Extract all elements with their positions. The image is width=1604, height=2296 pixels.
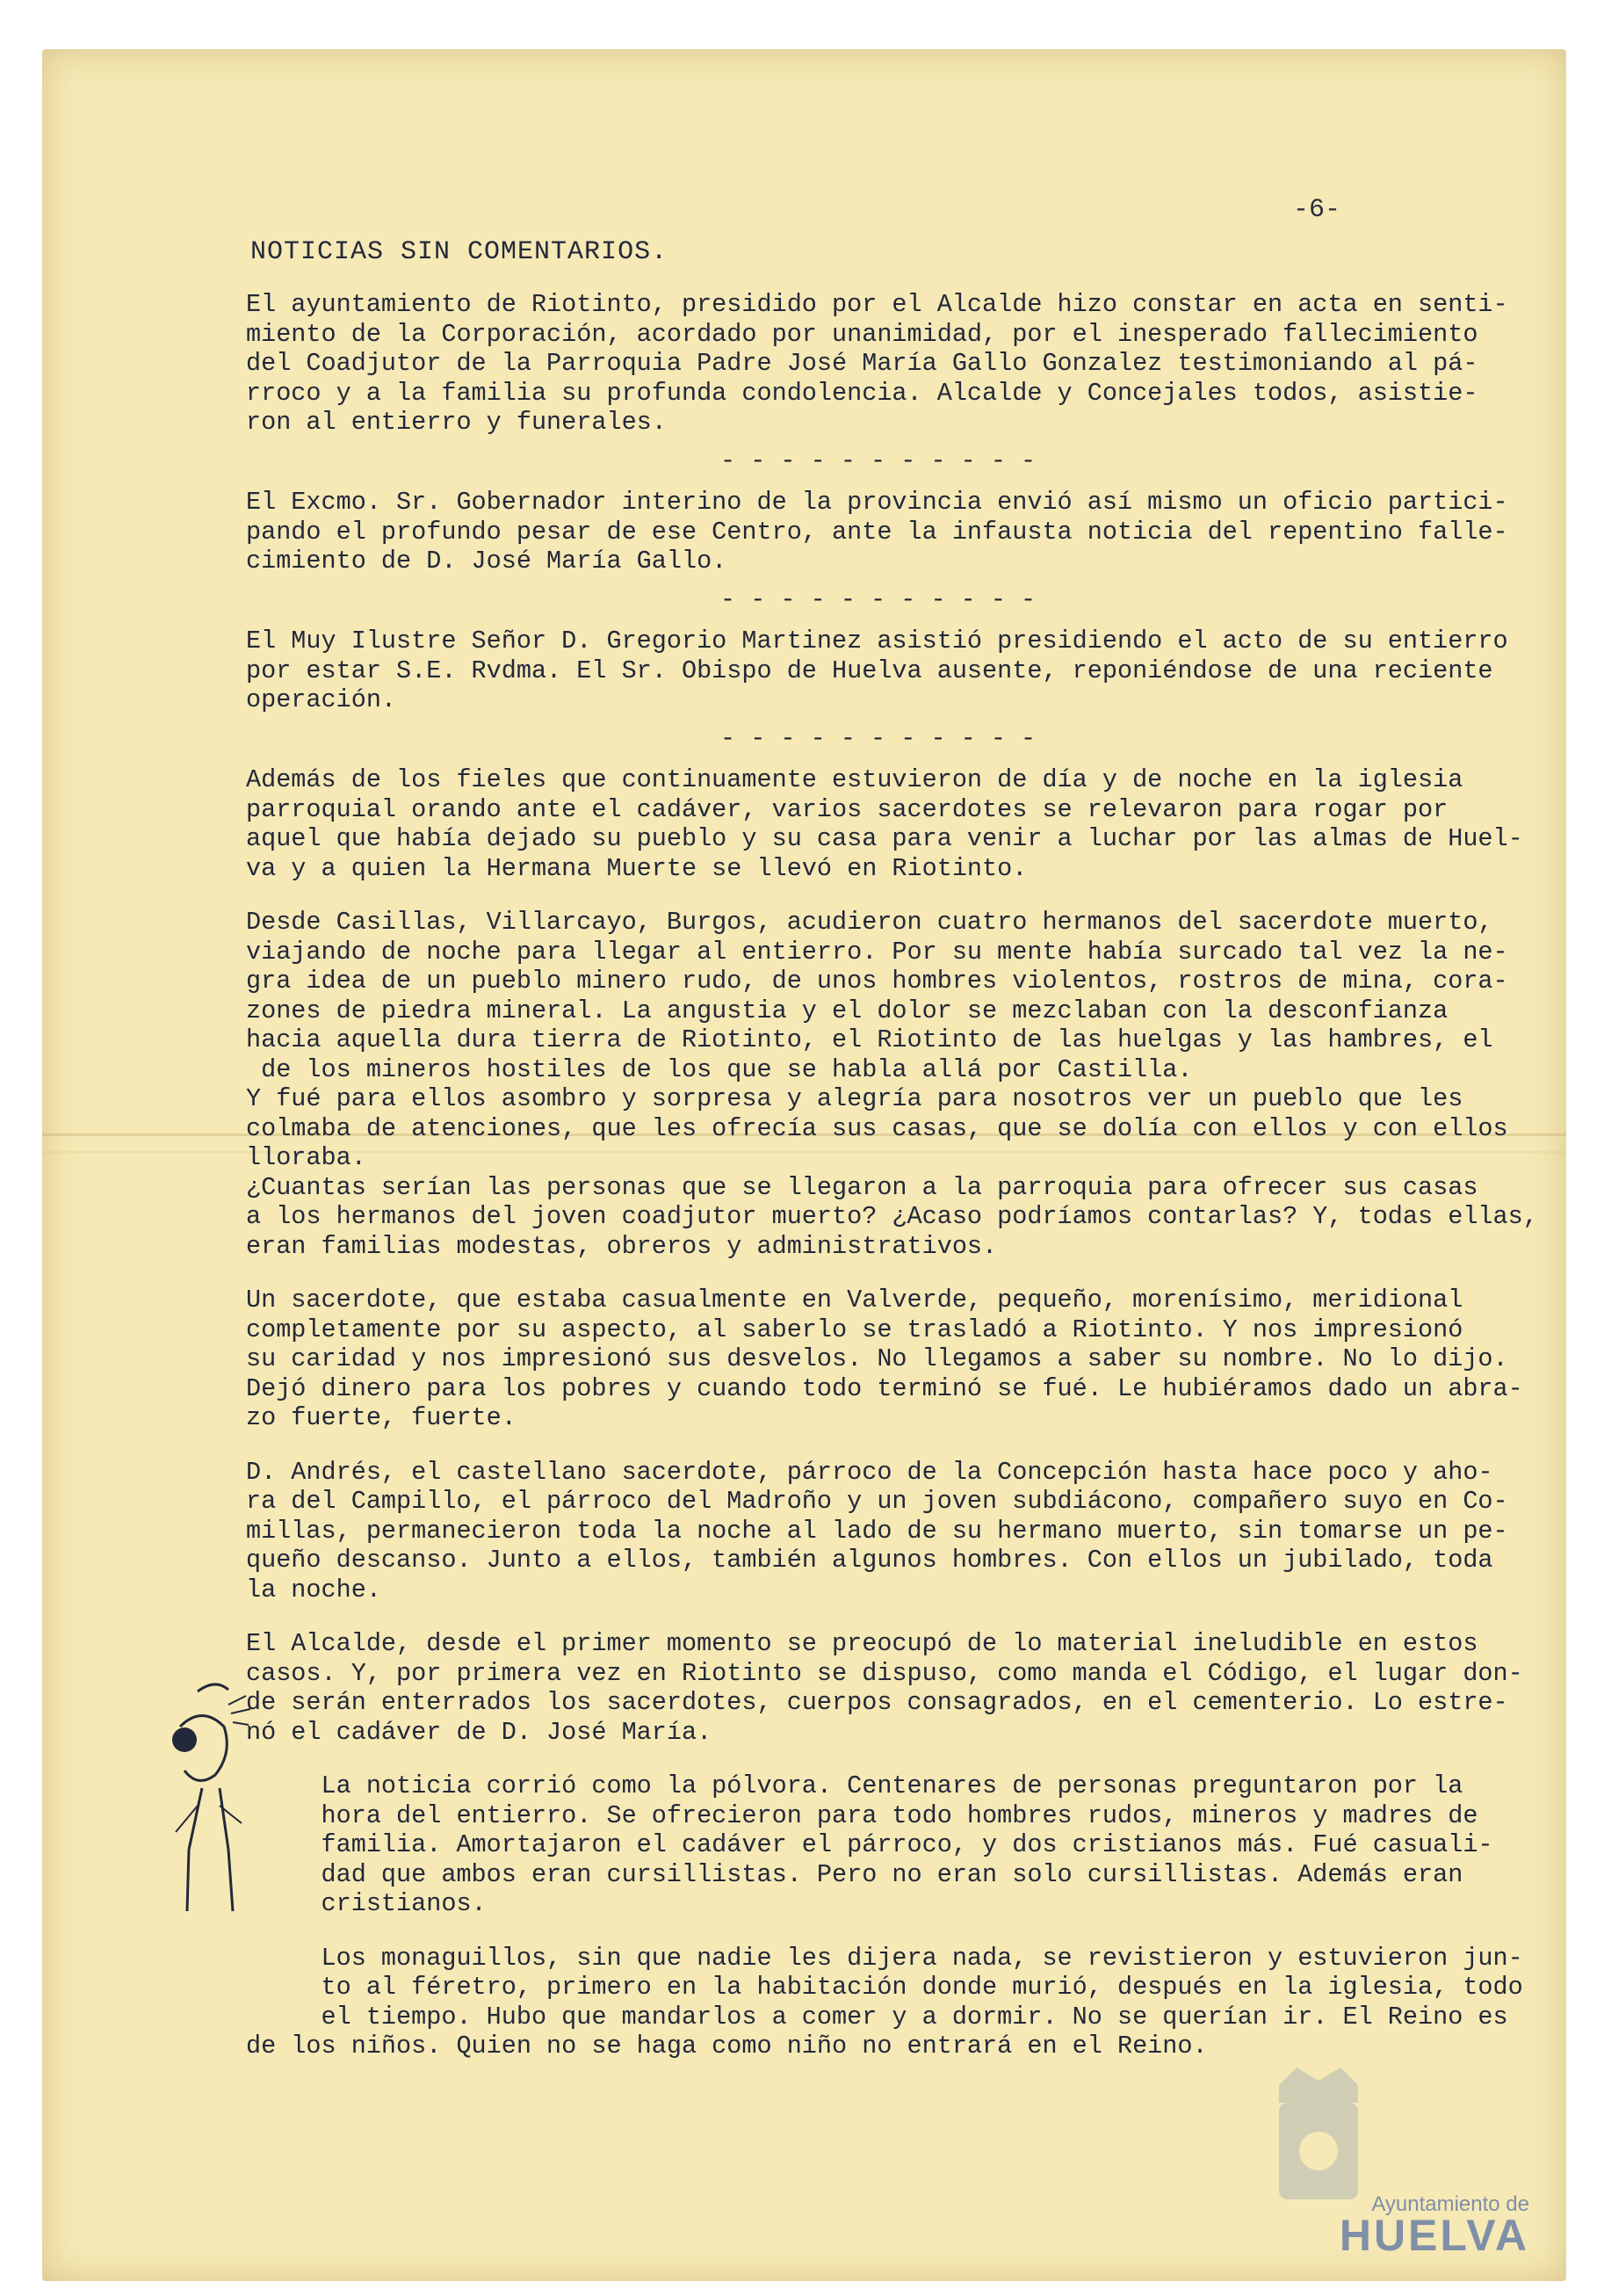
separator: - - - - - - - - - - - bbox=[720, 584, 1037, 614]
paragraph-noticia: La noticia corrió como la pólvora. Centenares de personas preguntaron por la hora del entierro. Se ofrecieron para todo hombres rudos, mineros y madres de familia. Amortajaron el cadáver el párroco, y dos cristianos más. Fué casuali- dad que ambos eran cursillistas. Pero no eran solo cursillistas. Además eran cristianos. bbox=[246, 1771, 1493, 1918]
paragraph-gobernador: El Excmo. Sr. Gobernador interino de la provincia envió así mismo un oficio partici- pando el profundo pesar de ese Centro, ante la infausta noticia del repentino falle- cimiento de D. José María Gallo. bbox=[246, 488, 1508, 576]
paragraph-sacerdote: Un sacerdote, que estaba casualmente en Valverde, pequeño, morenísimo, meridional completamente por su aspecto, al saberlo se trasladó a Riotinto. Y nos impresionó su caridad y nos impresionó sus desvelos. No llegamos a saber su nombre. No lo dijo. Dejó dinero para los pobres y cuando todo terminó se fué. Le hubiéramos dado un abra- zo fuerte, fuerte. bbox=[246, 1286, 1523, 1432]
paragraph-gregorio: El Muy Ilustre Señor D. Gregorio Martinez asistió presidiendo el acto de su entierro por estar S.E. Rvdma. El Sr. Obispo de Huelva ausente, reponiéndose de una reciente operación. bbox=[246, 627, 1508, 714]
paragraph-ayuntamiento: El ayuntamiento de Riotinto, presidido por el Alcalde hizo constar en acta en senti- miento de la Corporación, acordado por unanimidad, por el inesperado fallecimiento del Coadjutor de la Parroquia Padre José María Gallo Gonzalez testimoniando al pá- rroco y a la familia su profunda condolencia. Alcalde y Concejales todos, asistie- ron al entierro y funerales. bbox=[246, 290, 1508, 437]
separator: - - - - - - - - - - - bbox=[720, 445, 1037, 475]
watermark-name: HUELVA bbox=[1339, 2211, 1529, 2260]
page-number: -6- bbox=[1292, 195, 1340, 225]
paragraph-hermanos: Desde Casillas, Villarcayo, Burgos, acudieron cuatro hermanos del sacerdote muerto, viajando de noche para llegar al entierro. Por su mente había surcado tal vez la ne- gra idea de un pueblo minero rudo, de unos hombres violentos, rostros de mina, cora- zones de piedra mineral. La angustia y el dolor se mezclaban con la desconfianza hacia aquella dura tierra de Riotinto, el Riotinto de las huelgas y las hambres, el de los mineros hostiles de los que se habla allá por Castilla. Y fué para ellos asombro y sorpresa y alegría para nosotros ver un pueblo que les colmaba de atenciones, que les ofrecía sus casas, que se dolía con ellos y con ellos lloraba. ¿Cuantas serían las personas que se llegaron a la parroquia para ofrecer sus casas a los hermanos del joven coadjutor muerto? ¿Acaso podríamos contarlas? Y, todas ellas, eran familias modestas, obreros y administrativos. bbox=[246, 908, 1538, 1261]
watermark-caption: Ayuntamiento de bbox=[1371, 2192, 1529, 2216]
paragraph-alcalde: El Alcalde, desde el primer momento se preocupó de lo material ineludible en estos casos. Y, por primera vez en Riotinto se dispuso, como manda el Código, el lugar don- de serán enterrados los sacerdotes, cuerpos consagrados, en el cementerio. Lo estre- nó el cadáver de D. José María. bbox=[246, 1629, 1523, 1747]
paragraph-andres: D. Andrés, el castellano sacerdote, párroco de la Concepción hasta hace poco y aho- ra del Campillo, el párroco del Madroño y un joven subdiácono, compañero suyo en Co- millas, permanecieron toda la noche al lado de su hermano muerto, sin tomarse un pe- queño descanso. Junto a ellos, también algunos hombres. Con ellos un jubilado, toda la noche. bbox=[246, 1457, 1508, 1604]
page-title: NOTICIAS SIN COMENTARIOS. bbox=[250, 237, 668, 267]
paragraph-fieles: Además de los fieles que continuamente estuvieron de día y de noche en la iglesia parroquial orando ante el cadáver, varios sacerdotes se relevaron para rogar por aquel que había dejado su pueblo y su casa para venir a luchar por las almas de Huel- va y a quien la Hermana Muerte se llevó en Riotinto. bbox=[246, 765, 1523, 883]
article-body bbox=[246, 290, 1538, 2061]
paragraph-monaguillos: Los monaguillos, sin que nadie les dijera nada, se revistieron y estuvieron jun- to al féretro, primero en la habitación donde murió, después en la iglesia, todo el tiempo. Hubo que mandarlos a comer y a dormir. No se querían ir. El Reino es de los niños. Quien no se haga como niño no entrará en el Reino. bbox=[246, 1943, 1523, 2061]
separator: - - - - - - - - - - - bbox=[720, 723, 1037, 753]
child-sketch-illustration bbox=[163, 1674, 294, 1937]
